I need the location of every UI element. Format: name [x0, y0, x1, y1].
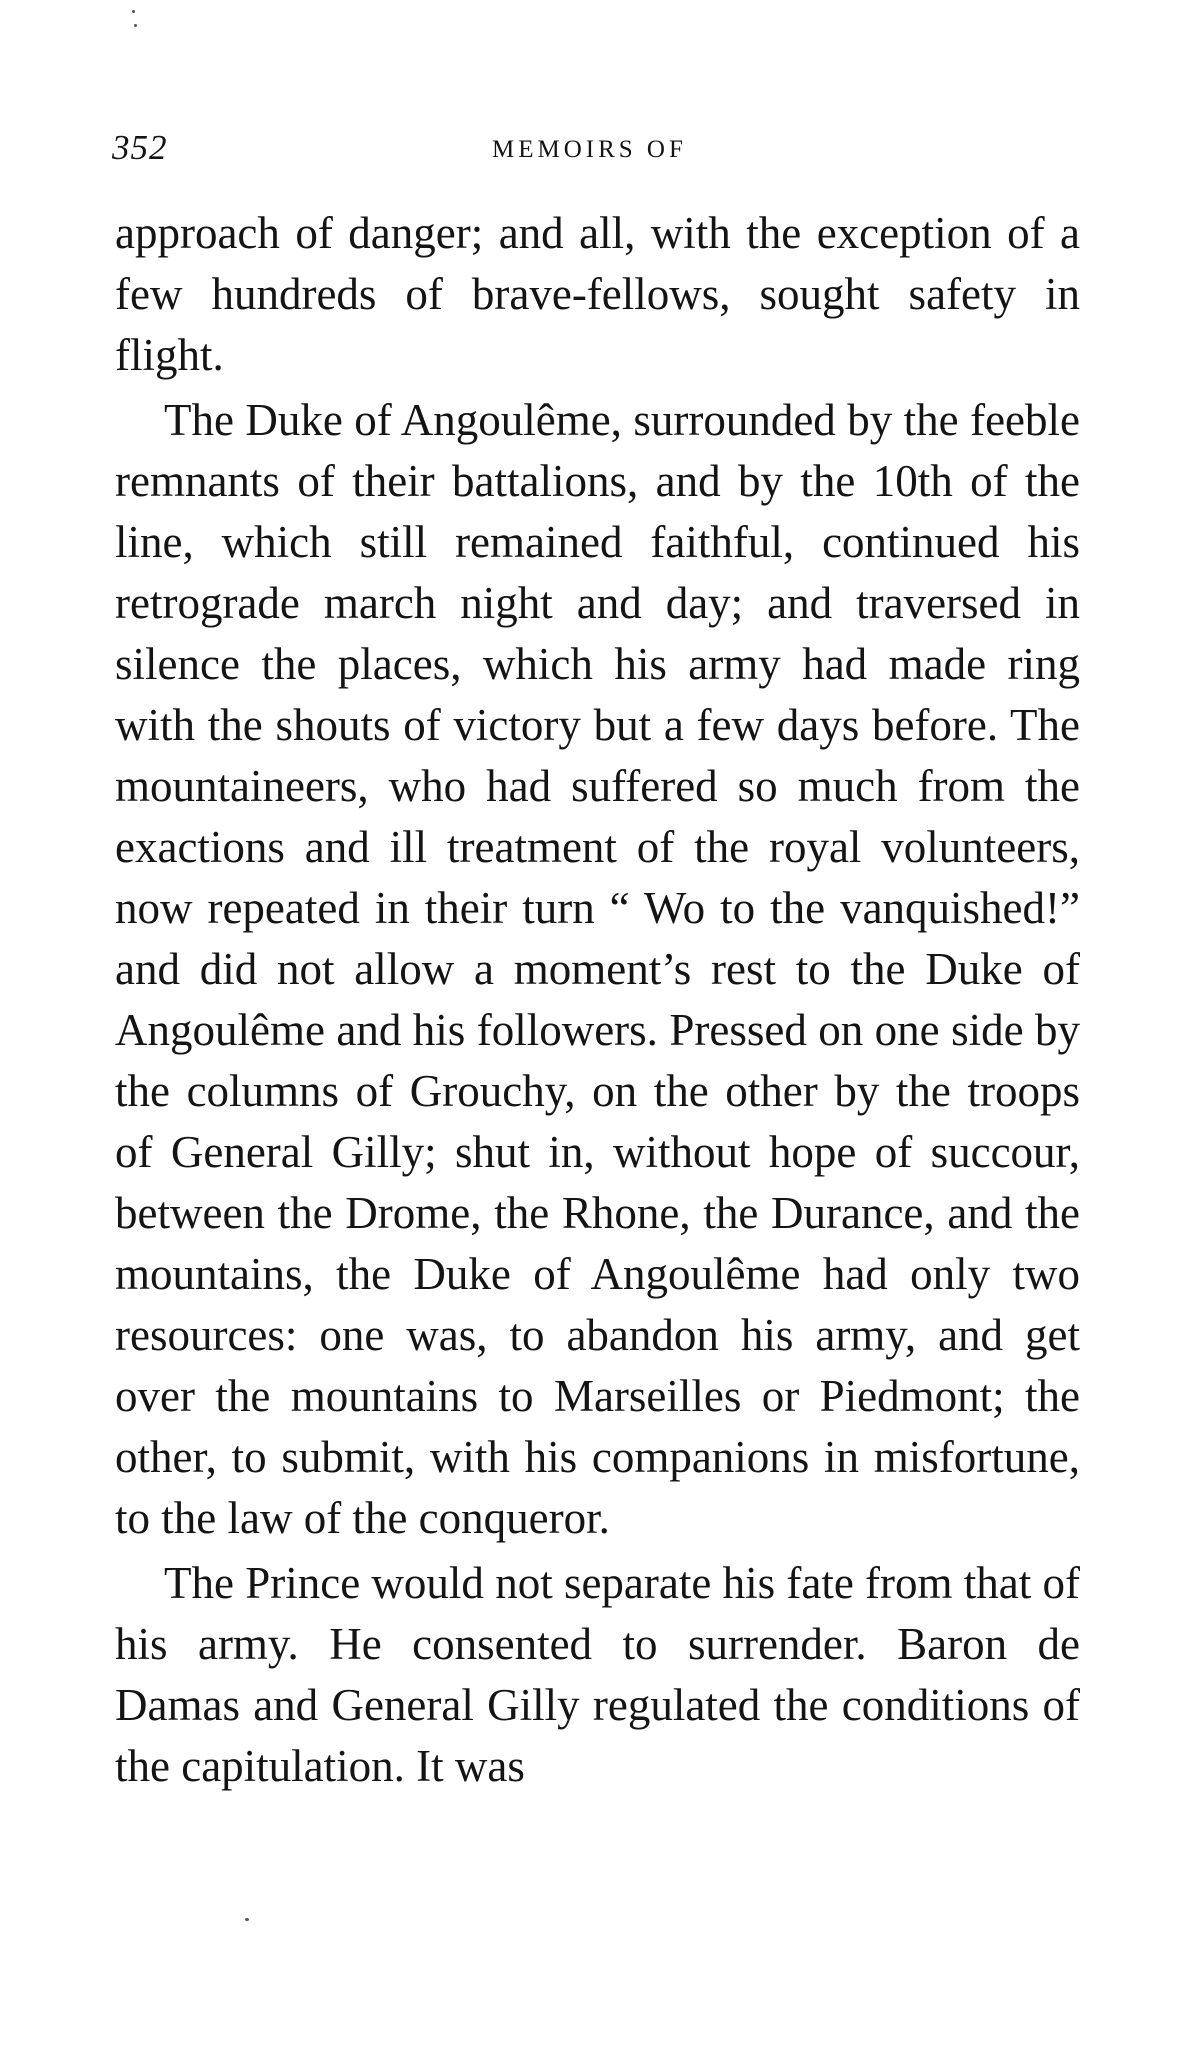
paragraph-continued: approach of danger; and all, with the exception of a few hundreds of brave-fellows, sought safety in flight. — [115, 208, 1080, 380]
scan-speck — [134, 24, 137, 27]
scan-speck — [245, 1918, 249, 1921]
paragraph-duke-retreat: The Duke of Angoulême, surrounded by the feeble remnants of their battalions, and by the 10th of the line, which still remained faithful, continued his retrograde march night and day; and traversed in silence the places, which his army had made ring with the shouts of victory but a few days before. The mountaineers, who had suffered so much from the exactions and ill treatment of the royal volunteers, now repeated in their turn “ Wo to the vanquished!” and did not allow a moment’s rest to the Duke of Angoulême and his followers. Pressed on one side by the columns of Grouchy, on the other by the troops of General Gilly; shut in, without hope of succour, between the Drome, the Rhone, the Durance, and the mountains, the Duke of Angoulême had only two resources: one was, to abandon his army, and get over the mountains to Marseilles or Piedmont; the other, to submit, with his companions in misfortune, to the law of the conqueror. — [115, 395, 1080, 1543]
paragraph-prince-surrender: The Prince would not separate his fate from that of his army. He consented to surrender. Baron de Damas and General Gilly regulated the conditions of the capitulation. It was — [115, 1558, 1080, 1791]
scan-speck — [132, 10, 135, 13]
body-text — [115, 203, 1080, 1797]
running-head: MEMOIRS OF — [492, 136, 687, 163]
page-number: 352 — [112, 128, 168, 167]
page-header — [112, 128, 1082, 178]
